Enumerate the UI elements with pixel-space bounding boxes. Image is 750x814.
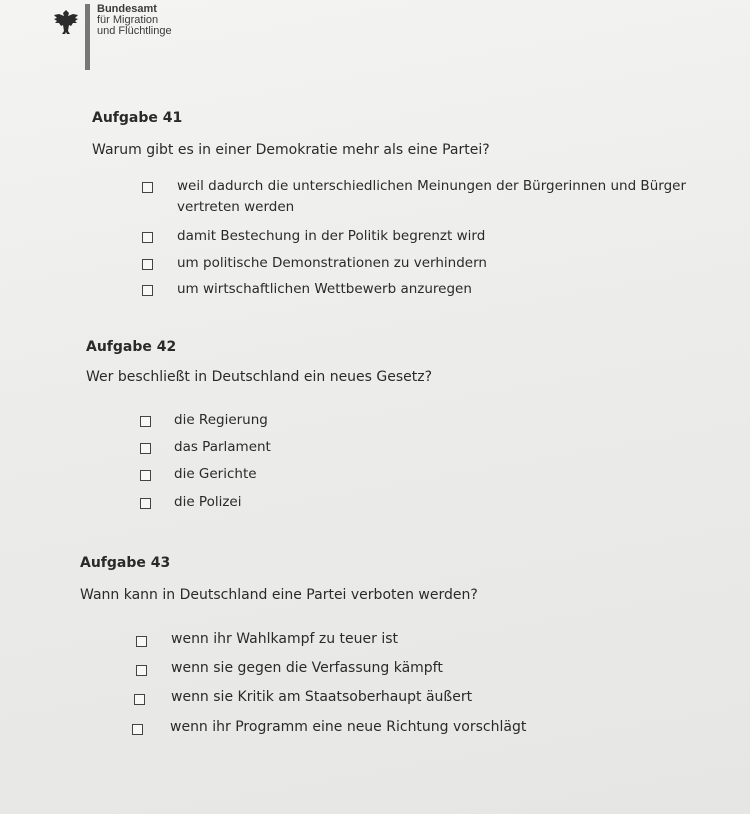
- task-title: Aufgabe 42: [86, 339, 177, 355]
- answer-checkbox[interactable]: [140, 470, 151, 481]
- federal-eagle-icon: [52, 8, 80, 38]
- answer-label: wenn sie Kritik am Staatsoberhaupt äußert: [171, 689, 473, 705]
- answer-label: wenn ihr Programm eine neue Richtung vorschlägt: [170, 719, 527, 735]
- task-title: Aufgabe 41: [92, 110, 183, 126]
- task-43: [80, 555, 478, 603]
- answer-checkbox[interactable]: [134, 694, 145, 705]
- answer-label: vertreten werden: [177, 199, 295, 215]
- agency-name-line-3: und Flüchtlinge: [97, 25, 172, 37]
- answer-checkbox[interactable]: [142, 182, 153, 193]
- answer-checkbox[interactable]: [142, 259, 153, 270]
- answer-checkbox[interactable]: [132, 724, 143, 735]
- answer-checkbox[interactable]: [140, 443, 151, 454]
- answer-label: wenn sie gegen die Verfassung kämpft: [171, 660, 443, 676]
- answer-label: die Regierung: [174, 412, 268, 428]
- task-41: [92, 110, 490, 158]
- agency-name-line-2: für Migration: [97, 14, 159, 26]
- answer-checkbox[interactable]: [142, 232, 153, 243]
- answer-label: um politische Demonstrationen zu verhindern: [177, 255, 487, 271]
- header-divider-bar: [85, 4, 90, 70]
- task-question: Wann kann in Deutschland eine Partei verboten werden?: [80, 587, 478, 603]
- task-42: [86, 339, 432, 385]
- agency-name-line-1: Bundesamt: [97, 3, 157, 15]
- answer-label: die Gerichte: [174, 466, 257, 482]
- answer-label: das Parlament: [174, 439, 271, 455]
- answer-checkbox[interactable]: [142, 285, 153, 296]
- task-title: Aufgabe 43: [80, 555, 171, 571]
- answer-checkbox[interactable]: [140, 416, 151, 427]
- answer-label: um wirtschaftlichen Wettbewerb anzuregen: [177, 281, 472, 297]
- task-question: Warum gibt es in einer Demokratie mehr als eine Partei?: [92, 142, 490, 158]
- answer-checkbox[interactable]: [136, 636, 147, 647]
- answer-label: weil dadurch die unterschiedlichen Meinungen der Bürgerinnen und Bürger: [177, 178, 686, 194]
- answer-checkbox[interactable]: [136, 665, 147, 676]
- answer-label: die Polizei: [174, 494, 242, 510]
- answer-checkbox[interactable]: [140, 498, 151, 509]
- answer-label: wenn ihr Wahlkampf zu teuer ist: [171, 631, 399, 647]
- agency-name: [97, 4, 172, 37]
- task-question: Wer beschließt in Deutschland ein neues Gesetz?: [86, 369, 433, 385]
- answer-label: damit Bestechung in der Politik begrenzt wird: [177, 228, 486, 244]
